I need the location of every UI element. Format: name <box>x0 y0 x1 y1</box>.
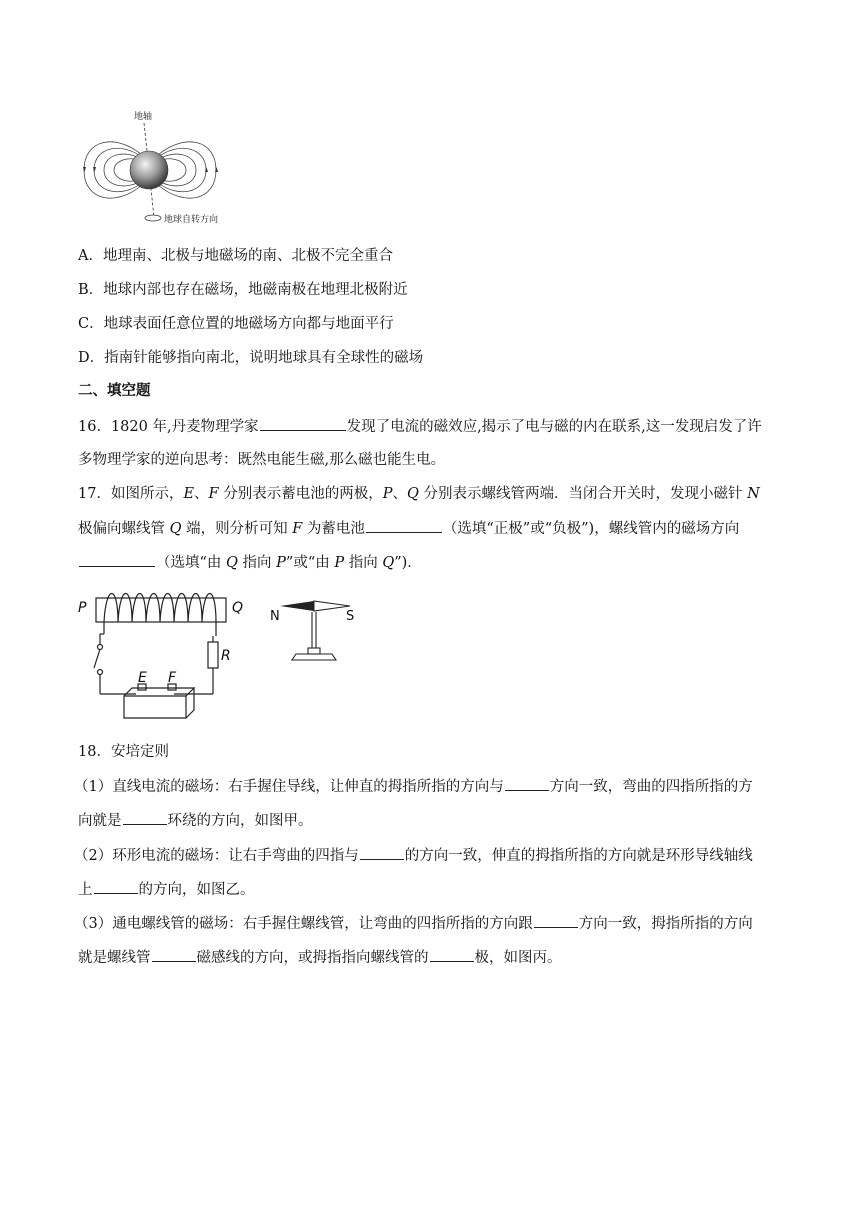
terminal-f-label: F <box>168 670 177 686</box>
solenoid-circuit-figure <box>74 584 364 726</box>
question-18-part3-line2: 就是螺线管 磁感线的方向，或拇指指向螺线管的 极，如图丙。 <box>78 947 562 968</box>
answer-blank[interactable] <box>94 879 138 894</box>
question-18-part2-line1: （2）环形电流的磁场：让右手弯曲的四指与 的方向一致，伸直的拇指所指的方向就是环形导线轴线 <box>74 845 753 866</box>
question-18-part3-line1: （3）通电螺线管的磁场：右手握住螺线管，让弯曲的四指所指的方向跟 方向一致，拇指所指的方向 <box>74 913 753 934</box>
earth-rotation-label: 地球自转方向 <box>164 215 219 225</box>
question-17-line2: 极偏向螺线管 Q 端，则分析可知 F 为蓄电池 （选填“正极”或“负极”)，螺线管内的磁场方向 <box>78 518 739 539</box>
earth-axis-label: 地轴 <box>134 112 153 122</box>
solenoid-end-q-label: Q <box>232 600 244 616</box>
answer-blank[interactable] <box>360 845 404 860</box>
question-17-line1: 17．如图所示，E、F 分别表示蓄电池的两极，P、Q 分别表示螺线管两端．当闭合开关时，发现小磁针 N <box>78 486 760 502</box>
solenoid-end-p-label: P <box>78 600 87 616</box>
question-18-part1-line2: 向就是 环绕的方向，如图甲。 <box>78 810 313 831</box>
option-d: D．指南针能够指向南北，说明地球具有全球性的磁场 <box>78 350 424 366</box>
answer-blank[interactable] <box>505 776 549 791</box>
needle-s-label: S <box>346 609 355 624</box>
answer-blank[interactable] <box>260 416 346 431</box>
answer-blank[interactable] <box>79 552 155 567</box>
earth-magnetic-field-figure <box>76 105 236 233</box>
question-16-line1: 16．1820 年,丹麦物理学家 发现了电流的磁效应,揭示了电与磁的内在联系,这一发现启发了许 <box>78 416 762 437</box>
answer-blank[interactable] <box>534 913 578 928</box>
option-a: A．地理南、北极与地磁场的南、北极不完全重合 <box>78 248 393 264</box>
answer-blank[interactable] <box>152 947 196 962</box>
answer-blank[interactable] <box>366 518 442 533</box>
question-18-part2-line2: 上 的方向，如图乙。 <box>78 879 255 900</box>
question-17-line3: （选填“由 Q 指向 P”或“由 P 指向 Q”)． <box>78 552 422 573</box>
section-heading: 二、填空题 <box>78 382 151 399</box>
question-18-part1-line1: （1）直线电流的磁场：右手握住导线，让伸直的拇指所指的方向与 方向一致，弯曲的四指所指的方 <box>74 776 753 797</box>
terminal-e-label: E <box>138 670 147 686</box>
option-b: B．地球内部也存在磁场，地磁南极在地理北极附近 <box>78 282 408 298</box>
answer-blank[interactable] <box>123 810 167 825</box>
question-18-title: 18．安培定则 <box>78 744 169 760</box>
answer-blank[interactable] <box>430 947 474 962</box>
option-c: C．地球表面任意位置的地磁场方向都与地面平行 <box>78 316 394 332</box>
needle-n-label: N <box>270 609 280 624</box>
resistor-label: R <box>221 648 231 664</box>
question-16-line2: 多物理学家的逆向思考：既然电能生磁,那么磁也能生电。 <box>78 452 446 468</box>
